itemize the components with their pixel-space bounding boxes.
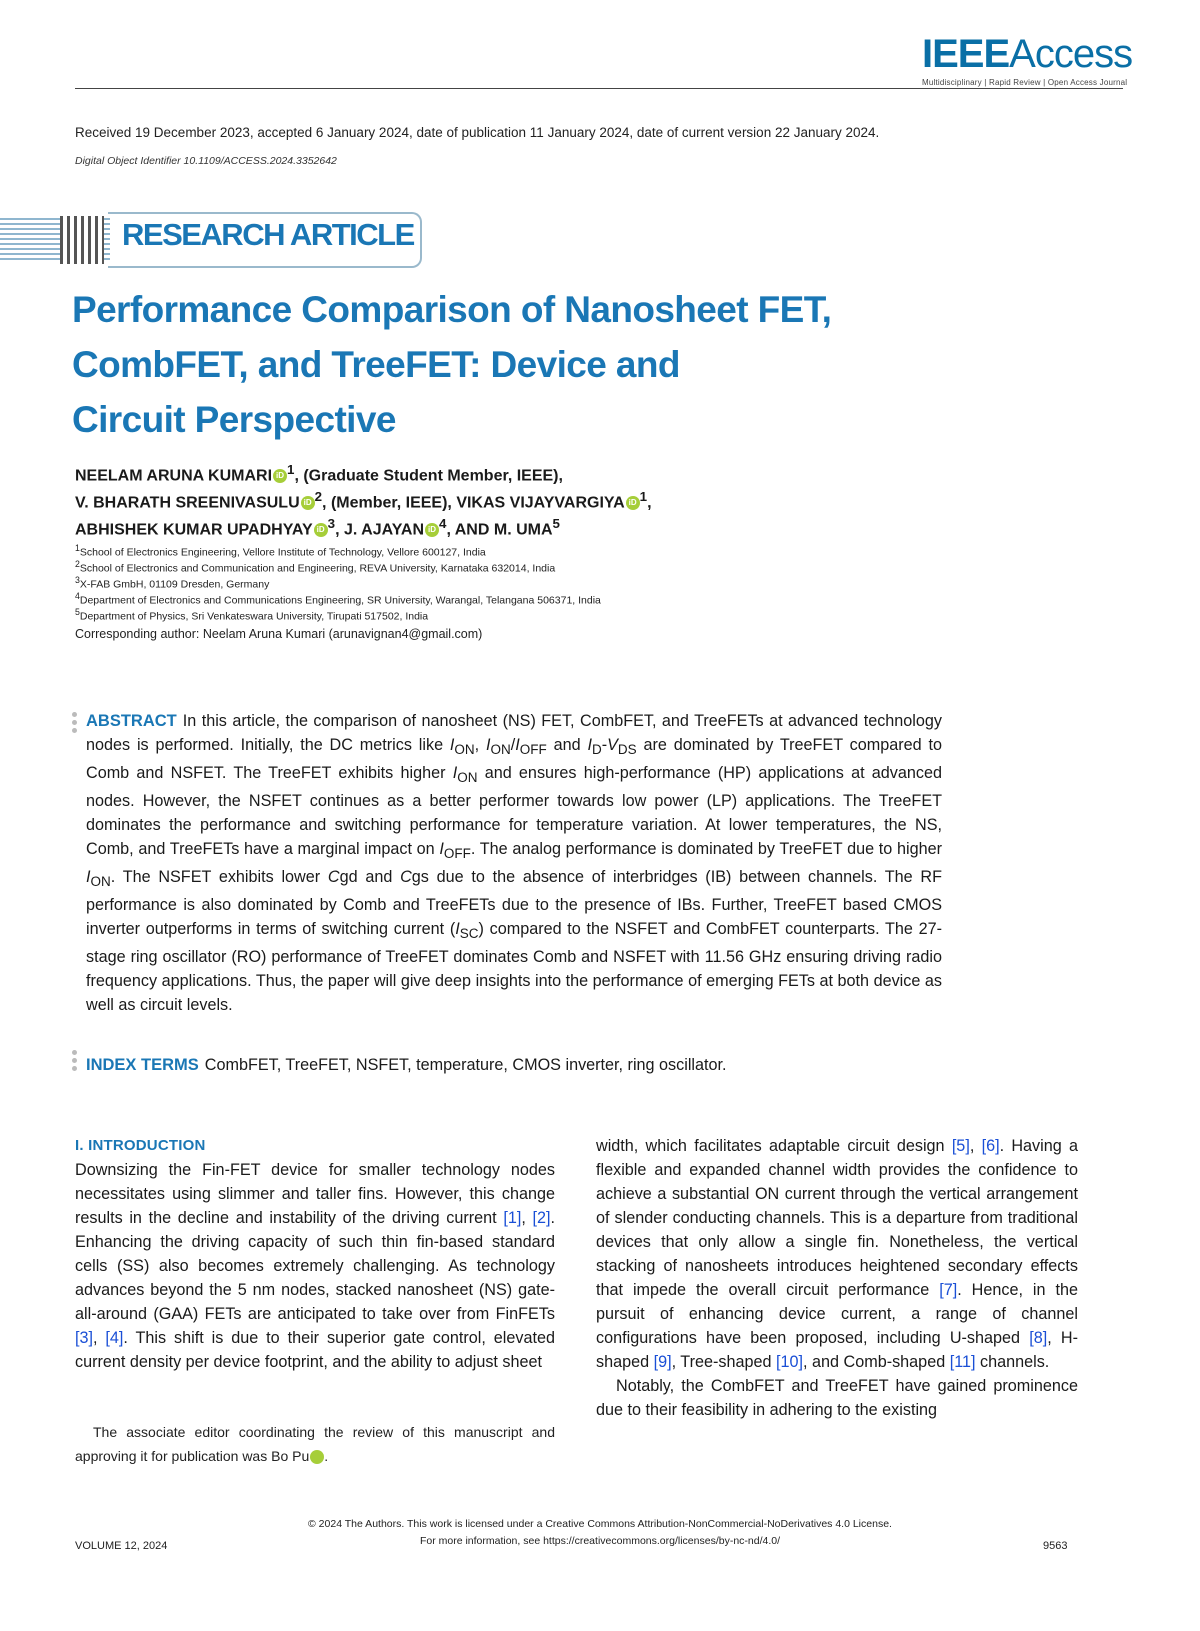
editor-note: The associate editor coordinating the review of this manuscript and approving it for publication was Bo Pu iD. bbox=[75, 1424, 555, 1464]
paragraph bbox=[596, 1374, 1078, 1422]
abstract-text: and ensures high-performance (HP) applications at advanced nodes. However, the NSFET continues as a better performer towards low power (LP) applications. The TreeFET dominates the performance and switching performance for temperature variation. At lower temperatures, the NS, Comb, and TreeFETs have a marginal impact on bbox=[86, 764, 942, 858]
body-text: Notably, the CombFET and TreeFET have gained prominence due to their feasibility in adhering to the existing bbox=[596, 1377, 1078, 1419]
math-subscript: ON bbox=[90, 874, 111, 890]
affiliation-text: School of Electronics Engineering, Vellore Institute of Technology, Vellore 600127, India bbox=[79, 546, 486, 559]
author-name: ABHISHEK KUMAR UPADHYAY bbox=[75, 521, 313, 539]
author-name: NEELAM ARUNA KUMARI bbox=[75, 467, 273, 485]
page-number: 9563 bbox=[1043, 1540, 1068, 1552]
citation-link[interactable]: [11] bbox=[949, 1353, 976, 1371]
math-symbol: C bbox=[327, 868, 340, 887]
index-terms-text: CombFET, TreeFET, NSFET, temperature, CMOS inverter, ring oscillator. bbox=[204, 1056, 727, 1074]
banner-grip bbox=[60, 216, 104, 264]
body-text: , Tree-shaped bbox=[671, 1353, 776, 1371]
author-note: , AND bbox=[446, 521, 494, 539]
affiliation-text: X-FAB GmbH, 01109 Dresden, Germany bbox=[79, 578, 270, 591]
citation-link[interactable]: [2] bbox=[532, 1209, 551, 1227]
math-symbol: V bbox=[607, 735, 618, 754]
title-line: Performance Comparison of Nanosheet FET, bbox=[72, 289, 832, 330]
math-symbol: I bbox=[587, 735, 592, 754]
math-symbol: I bbox=[86, 868, 91, 887]
orcid-icon[interactable]: iD bbox=[626, 496, 640, 510]
abstract-text: In this article, the comparison of nanosheet (NS) FET, CombFET, and TreeFETs at advanced technology nodes is performed. Initially, the DC metrics like bbox=[86, 712, 942, 754]
author-name: J. AJAYAN bbox=[343, 521, 425, 539]
abstract bbox=[86, 710, 942, 1018]
license-link[interactable]: For more information, see https://creativecommons.org/licenses/by-nc-nd/4.0/ bbox=[419, 1535, 781, 1547]
volume-info: VOLUME 12, 2024 bbox=[75, 1540, 168, 1552]
author-sup: 5 bbox=[552, 516, 560, 531]
citation-link[interactable]: [7] bbox=[939, 1281, 958, 1299]
banner-label: RESEARCH ARTICLE bbox=[122, 217, 414, 252]
math-symbol: I bbox=[515, 735, 520, 754]
citation-link[interactable]: [10] bbox=[776, 1353, 804, 1371]
math-subscript: ON bbox=[457, 770, 478, 786]
body-text: , and Comb-shaped bbox=[803, 1353, 950, 1371]
body-column-left bbox=[75, 1134, 555, 1374]
math-subscript: OFF bbox=[443, 846, 471, 862]
body-text: channels. bbox=[975, 1353, 1050, 1371]
math-symbol: I bbox=[439, 840, 444, 858]
citation-link[interactable]: [8] bbox=[1029, 1329, 1048, 1347]
citation-link[interactable]: [3] bbox=[75, 1329, 93, 1347]
orcid-icon[interactable]: iD bbox=[301, 496, 315, 510]
paper-title bbox=[72, 282, 892, 447]
author-sup: 1 bbox=[287, 462, 295, 477]
math-symbol: I bbox=[449, 735, 455, 754]
affiliation-num: 1 bbox=[75, 543, 80, 553]
header-divider bbox=[75, 88, 1123, 89]
author-sup: 2 bbox=[314, 489, 323, 504]
body-text: , bbox=[521, 1209, 533, 1227]
index-terms bbox=[86, 1053, 942, 1077]
body-text: Downsizing the Fin-FET device for smaller technology nodes necessitates using slimmer and taller fins. However, this change results in the decline and instability of the driving current bbox=[75, 1161, 555, 1227]
author-name: M. UMA bbox=[493, 521, 553, 539]
body-text: . This shift is due to their superior gate control, elevated current density per device footprint, and the ability to adjust sheet bbox=[75, 1329, 555, 1371]
section-heading: I. INTRODUCTION bbox=[75, 1137, 206, 1154]
body-text: width, which facilitates adaptable circuit design bbox=[596, 1137, 952, 1155]
logo-access: Access bbox=[1009, 32, 1133, 76]
body-text: , H-shaped bbox=[596, 1329, 1079, 1371]
license-line: © 2024 The Authors. This work is licensed under a Creative Commons Attribution-NonCommercial-NoDerivatives 4.0 License. bbox=[308, 1518, 892, 1530]
author-name: VIKAS VIJAYVARGIYA bbox=[456, 494, 625, 512]
abstract-text: are dominated by TreeFET compared to Comb and NSFET. The TreeFET exhibits higher bbox=[86, 735, 942, 783]
body-text: . Enhancing the driving capacity of such thin fin-based standard cells (SS) also becomes extremely challenging. As technology advances beyond the 5 nm nodes, stacked nanosheet (NS) gate-all-around (GAA) FETs are anticipated to take over from FinFETs bbox=[75, 1209, 556, 1323]
index-terms-label: INDEX TERMS bbox=[86, 1056, 199, 1074]
author-note: , (Graduate Student Member, IEEE), bbox=[294, 467, 563, 485]
title-line: CombFET, and TreeFET: Device and bbox=[72, 344, 680, 385]
math-symbol: I bbox=[455, 920, 460, 939]
author-note: , bbox=[647, 494, 652, 512]
abstract-text: and bbox=[357, 868, 401, 887]
math-subscript: D bbox=[591, 742, 602, 758]
author-sup: 1 bbox=[639, 489, 648, 504]
affiliation bbox=[75, 559, 555, 575]
author-note: , bbox=[335, 521, 344, 539]
body-text: , bbox=[969, 1137, 982, 1155]
affiliation-num: 5 bbox=[75, 607, 80, 617]
math-subscript: ON bbox=[454, 742, 475, 758]
orcid-icon[interactable]: iD bbox=[310, 1450, 324, 1464]
body-text: . Having a flexible and expanded channel width provides the confidence to achieve a substantial ON current through the vertical arrangement of slender conducting channels. This is a departure from traditional devices that only allow a single fin. Nonetheless, the vertical stacking of nanosheets introduces heightened secondary effects that impede the overall circuit performance bbox=[596, 1137, 1078, 1299]
editor-note-text: The associate editor coordinating the review of this manuscript and approving it for publication was Bo Pu bbox=[75, 1424, 555, 1464]
logo-ieee: IEEE bbox=[922, 32, 1010, 76]
orcid-icon[interactable]: iD bbox=[273, 469, 287, 483]
math-subscript: ON bbox=[490, 742, 511, 758]
abstract-text: ) compared to the NSFET and CombFET counterparts. The 27-stage ring oscillator (RO) performance of TreeFET dominates Comb and NSFET with 11.56 GHz ensuring driving radio frequency applications. Thus, the paper will give deep insights into the performance of emerging FETs at both device as well as circuit levels. bbox=[86, 920, 943, 1015]
affiliation-num: 2 bbox=[75, 559, 80, 569]
author-name: V. BHARATH SREENIVASULU bbox=[75, 494, 300, 512]
abstract-text: and bbox=[546, 735, 588, 754]
abstract-text: , bbox=[474, 735, 487, 754]
math-symbol: I bbox=[452, 764, 458, 783]
license-notice bbox=[0, 1516, 1200, 1550]
abstract-text: . The NSFET exhibits lower bbox=[110, 868, 328, 887]
author-line bbox=[75, 462, 563, 485]
math-subscript: SC bbox=[459, 926, 479, 942]
doi: Digital Object Identifier 10.1109/ACCESS.2024.3352642 bbox=[75, 155, 337, 167]
paragraph bbox=[596, 1134, 1078, 1374]
math-subscript: OFF bbox=[519, 742, 547, 758]
author-line bbox=[75, 516, 560, 539]
title-line: Circuit Perspective bbox=[72, 399, 396, 440]
affiliation bbox=[75, 607, 428, 623]
paragraph bbox=[75, 1158, 555, 1374]
body-text: , bbox=[93, 1329, 106, 1347]
affiliation-num: 3 bbox=[75, 575, 80, 585]
author-note: , (Member, IEEE), bbox=[322, 494, 457, 512]
citation-link[interactable]: [6] bbox=[981, 1137, 1000, 1155]
journal-logo bbox=[922, 32, 1133, 92]
index-terms-marker-icon bbox=[72, 1050, 78, 1074]
received-dates: Received 19 December 2023, accepted 6 January 2024, date of publication 11 January 2024, date of current version 22 January 2024. bbox=[75, 125, 880, 140]
math-subscript: DS bbox=[617, 742, 637, 758]
citation-link[interactable]: [9] bbox=[653, 1353, 672, 1371]
abstract-text: . The analog performance is dominated by TreeFET due to higher bbox=[470, 840, 942, 858]
body-column-right bbox=[596, 1134, 1078, 1422]
affiliation bbox=[75, 575, 269, 591]
affiliation bbox=[75, 591, 601, 607]
research-article-banner bbox=[0, 212, 425, 268]
affiliation-text: Department of Physics, Sri Venkateswara University, Tirupati 517502, India bbox=[79, 610, 429, 623]
author-line bbox=[75, 489, 652, 512]
affiliation-num: 4 bbox=[75, 591, 80, 601]
abstract-text: gs bbox=[411, 868, 429, 887]
abstract-text: / bbox=[510, 735, 516, 754]
orcid-icon[interactable]: iD bbox=[314, 523, 328, 537]
abstract-label: ABSTRACT bbox=[86, 712, 177, 730]
affiliation-text: Department of Electronics and Communications Engineering, SR University, Warangal, Telangana 506371, India bbox=[79, 594, 601, 607]
orcid-icon[interactable]: iD bbox=[425, 523, 439, 537]
abstract-text: - bbox=[601, 735, 608, 754]
math-symbol: C bbox=[400, 868, 412, 887]
author-sup: 3 bbox=[327, 516, 336, 531]
affiliation-text: School of Electronics and Communication and Engineering, REVA University, Karnataka 632014, India bbox=[79, 562, 556, 575]
abstract-text: due to the absence of interbridges (IB) between channels. The RF performance is also dominated by Comb and TreeFETs due to the presence of IBs. Further, TreeFET based CMOS inverter outperforms in terms of switching current ( bbox=[86, 868, 942, 939]
body-text: . Hence, in the pursuit of enhancing device current, a range of channel configurations have been proposed, including U-shaped bbox=[596, 1281, 1078, 1347]
citation-link[interactable]: [4] bbox=[105, 1329, 124, 1347]
corresponding-author: Corresponding author: Neelam Aruna Kumari (arunavignan4@gmail.com) bbox=[75, 627, 483, 641]
affiliation bbox=[75, 543, 486, 559]
author-sup: 4 bbox=[439, 516, 447, 531]
math-symbol: I bbox=[486, 735, 491, 754]
abstract-text: gd bbox=[339, 868, 358, 887]
abstract-marker-icon bbox=[72, 712, 78, 736]
citation-link[interactable]: [1] bbox=[503, 1209, 522, 1227]
citation-link[interactable]: [5] bbox=[951, 1137, 970, 1155]
logo-tagline: Multidisciplinary | Rapid Review | Open Access Journal bbox=[922, 78, 1128, 87]
